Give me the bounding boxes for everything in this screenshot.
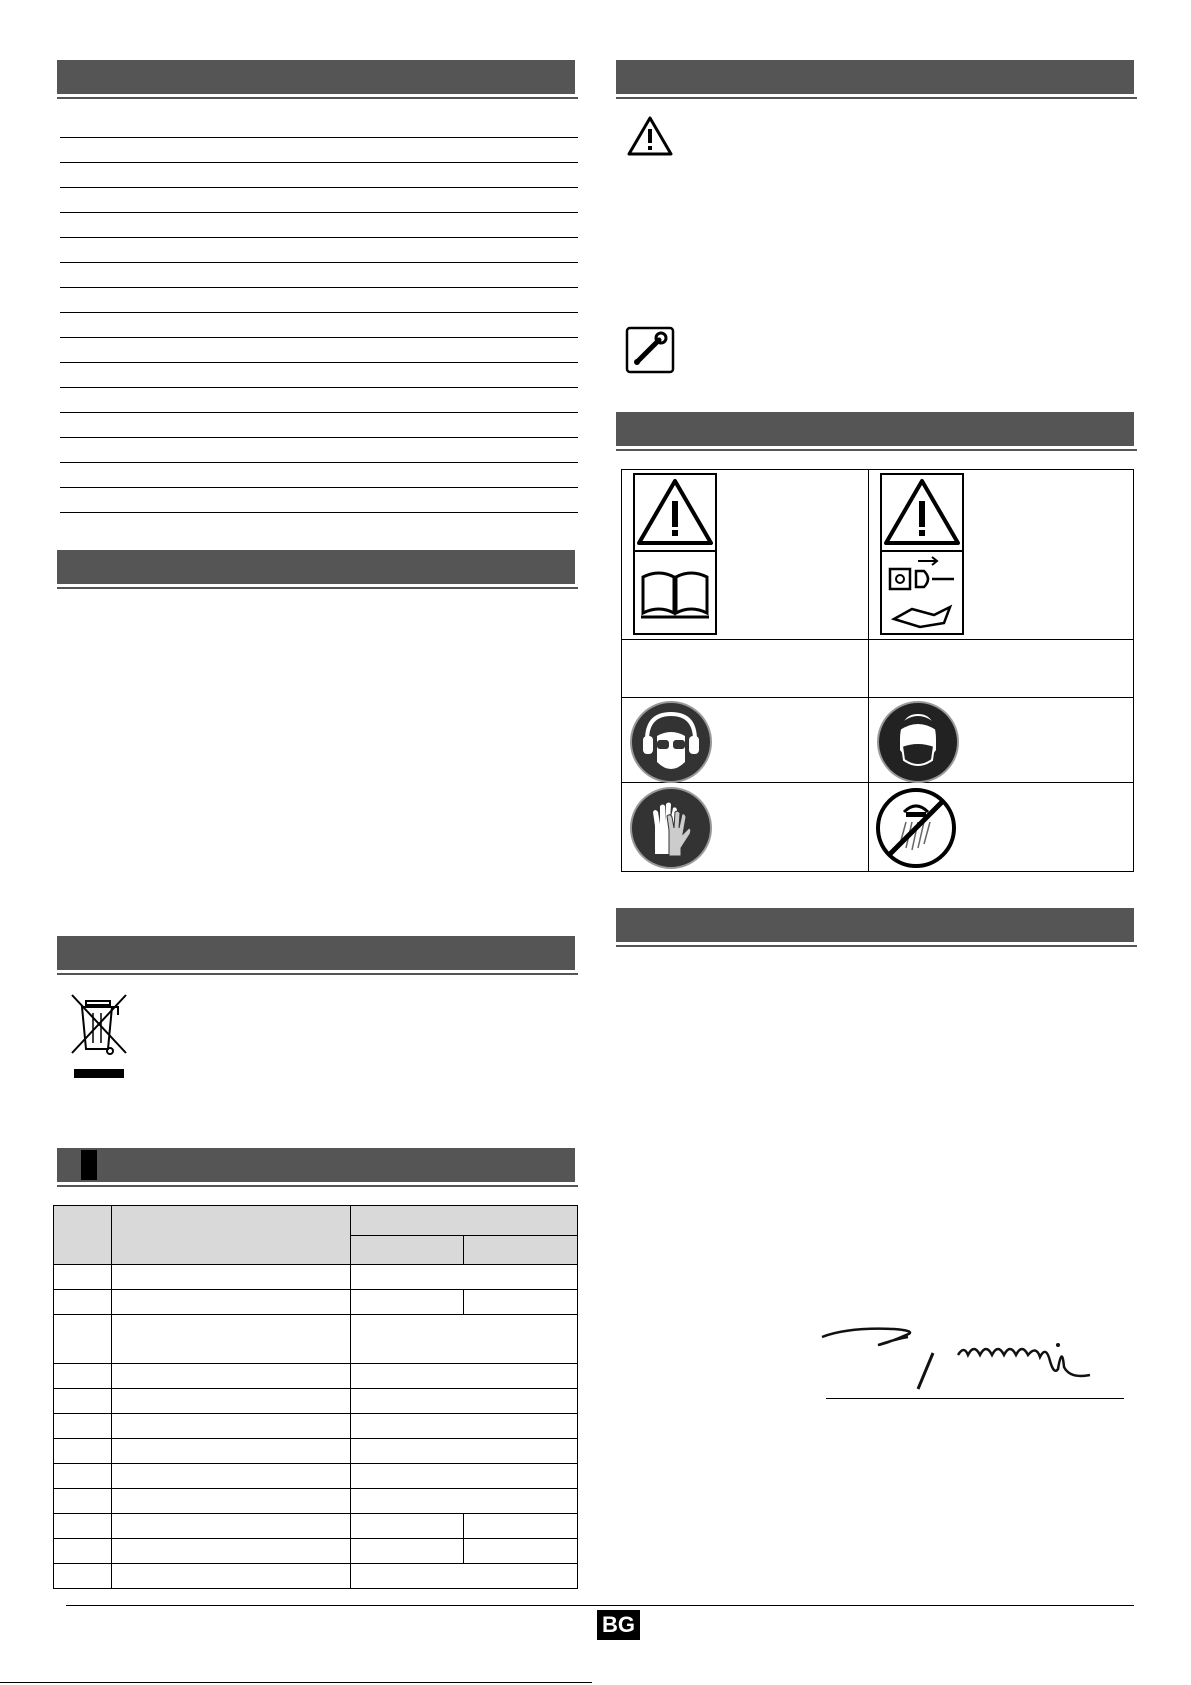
dust-mask-icon [876,700,960,784]
parts-list-row [60,362,578,363]
table-row [54,1514,578,1539]
do-not-expose-to-rain-icon [874,786,958,870]
table-row [54,1464,578,1489]
parts-list-row [60,312,578,313]
section-bar-declaration-of-conformity [616,908,1134,942]
grid-divider [622,639,1133,640]
warning-triangle-icon [626,115,674,157]
grid-divider [868,470,869,871]
technical-data-table [53,1205,578,1589]
unplug-before-maintenance-icon [880,473,964,635]
table-row [54,1364,578,1389]
parts-list-row [60,387,578,388]
section-bar-environmental-protection [57,936,575,970]
grid-divider [622,697,1133,698]
table-row [54,1564,578,1589]
protective-gloves-icon [629,786,713,870]
section-bar-safety-instructions [616,60,1134,94]
section-bar-intended-use [57,550,575,584]
footer-rule [66,1605,1134,1606]
parts-list-row [60,287,578,288]
table-header-row [54,1206,578,1236]
parts-list-row [60,437,578,438]
parts-list-row [60,187,578,188]
section-bar-symbols [616,412,1134,446]
crossed-out-wheelie-bin-icon [68,993,130,1081]
table-row [54,1489,578,1514]
signature [818,1315,1128,1395]
read-manual-icon [633,473,717,635]
table-row [54,1414,578,1439]
section-bar-parts-list [57,60,575,94]
table-row [54,1539,578,1564]
wrench-icon [625,326,675,374]
table-row [54,1315,578,1364]
parts-list-row [60,262,578,263]
language-badge: BG [597,1610,640,1640]
parts-list-row [60,462,578,463]
signature-line [826,1398,1124,1399]
table-row [54,1389,578,1414]
parts-list-row [60,412,578,413]
parts-list-row [60,487,578,488]
parts-list-row [60,212,578,213]
parts-list-row [60,137,578,138]
bottom-rule [0,1682,592,1683]
parts-list-row [60,337,578,338]
section-bar-technical-data [57,1148,575,1182]
table-row [54,1439,578,1464]
parts-list-row [60,512,578,513]
table-row [54,1290,578,1315]
parts-list-row [60,237,578,238]
table-row [54,1265,578,1290]
ear-and-eye-protection-icon [629,700,713,784]
parts-list-row [60,162,578,163]
flag-block [81,1150,97,1180]
symbols-grid [621,469,1134,872]
